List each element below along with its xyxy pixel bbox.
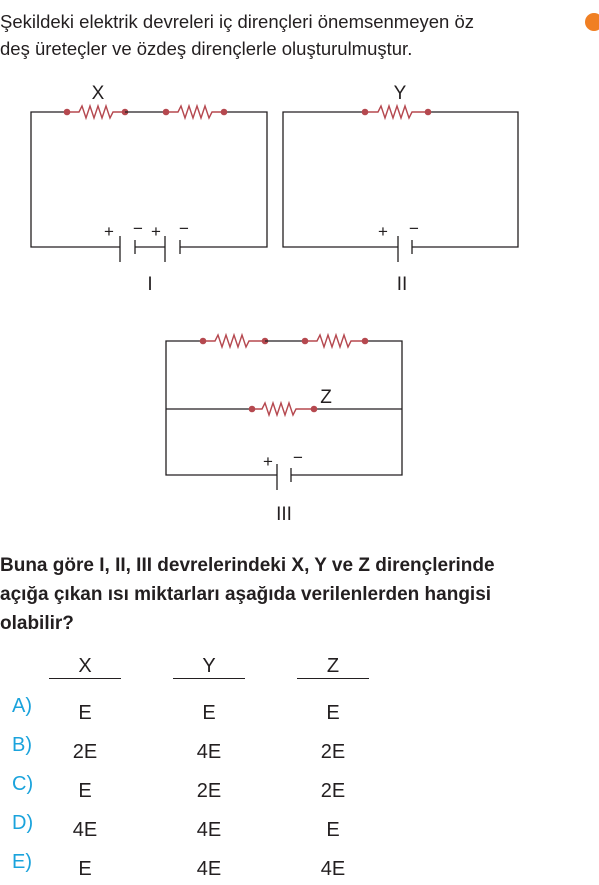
- label-z: Z: [320, 387, 332, 408]
- plus-sign: +: [378, 222, 388, 241]
- option-letter[interactable]: C): [12, 773, 34, 795]
- option-value-z: 4E: [320, 858, 346, 880]
- option-letter[interactable]: B): [12, 734, 32, 756]
- option-value-z: 2E: [320, 741, 346, 763]
- option-value-z: E: [326, 702, 340, 724]
- circuit-label-one: I: [147, 274, 153, 295]
- option-value-y: 4E: [196, 741, 222, 763]
- option-value-z: 2E: [320, 780, 346, 802]
- intro-line-2: deş üreteçler ve özdeş dirençlerle oluşturulmuştur.: [0, 38, 413, 59]
- column-underline: [173, 678, 245, 679]
- column-underline: [49, 678, 121, 679]
- circuit-label-three: III: [276, 504, 292, 525]
- option-value-y: 2E: [196, 780, 222, 802]
- intro-line-1: Şekildeki elektrik devreleri iç dirençleri önemsenmeyen öz: [0, 11, 475, 32]
- circuit-two: [283, 112, 518, 262]
- minus-sign: −: [293, 448, 303, 467]
- question-line-1: Buna göre I, II, III devrelerindeki X, Y ve Z dirençlerinde: [0, 555, 495, 576]
- circuit-one: [31, 112, 267, 262]
- option-value-y: 4E: [196, 858, 222, 880]
- question-text: [0, 551, 599, 638]
- option-letter[interactable]: A): [12, 695, 32, 717]
- plus-sign: +: [104, 222, 114, 241]
- resistor-iii-top-1: [200, 335, 267, 347]
- option-value-x: E: [78, 780, 92, 802]
- circuit-three: [166, 341, 402, 490]
- option-value-y: E: [202, 702, 216, 724]
- circuit-label-two: II: [396, 274, 408, 295]
- column-header-x: X: [78, 655, 92, 677]
- question-line-2: açığa çıkan ısı miktarları aşağıda verilenlerden hangisi: [0, 584, 492, 605]
- question-line-3: olabilir?: [0, 613, 74, 634]
- resistor-y: [362, 106, 430, 118]
- column-underline: [297, 678, 369, 679]
- label-x: X: [91, 83, 105, 104]
- option-letter[interactable]: E): [12, 851, 32, 873]
- resistor-x-1: [64, 106, 127, 118]
- minus-sign: −: [179, 219, 189, 238]
- option-value-x: 4E: [72, 819, 98, 841]
- option-value-x: E: [78, 858, 92, 880]
- label-y: Y: [393, 83, 407, 104]
- column-header-y: Y: [202, 655, 216, 677]
- plus-sign: +: [263, 452, 273, 471]
- option-value-z: E: [326, 819, 340, 841]
- resistor-x-2: [163, 106, 226, 118]
- minus-sign: −: [133, 219, 143, 238]
- minus-sign: −: [409, 219, 419, 238]
- plus-sign: +: [151, 222, 161, 241]
- resistor-iii-top-2: [302, 335, 367, 347]
- column-header-z: Z: [326, 655, 340, 677]
- option-value-x: E: [78, 702, 92, 724]
- resistor-z: [249, 403, 316, 415]
- option-value-x: 2E: [72, 741, 98, 763]
- option-letter[interactable]: D): [12, 812, 34, 834]
- option-value-y: 4E: [196, 819, 222, 841]
